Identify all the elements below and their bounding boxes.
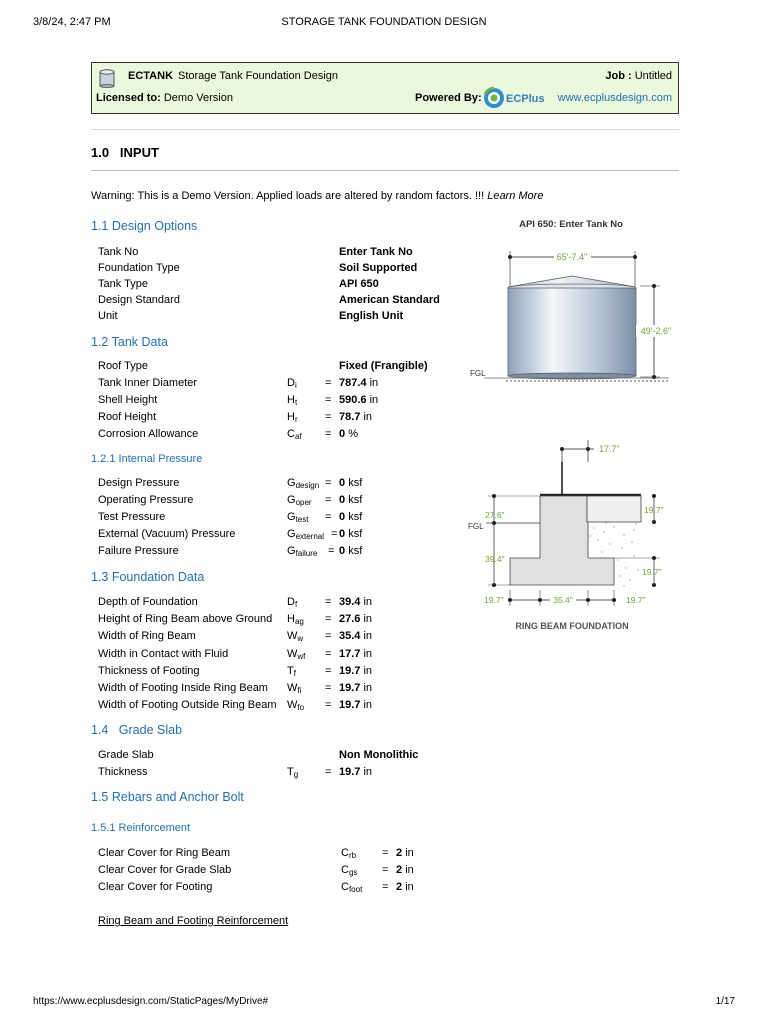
dimension-tick xyxy=(560,447,564,451)
param-symbol: $D_i$ xyxy=(287,377,297,390)
option-row xyxy=(98,262,458,276)
param-value: 590.6 in xyxy=(339,394,379,406)
param-value: 787.4 in xyxy=(339,377,379,389)
param-label: Height of Ring Beam above Ground xyxy=(98,613,273,625)
param-label: Corrosion Allowance xyxy=(98,428,199,440)
param-label: External (Vacuum) Pressure xyxy=(98,528,236,540)
param-label: Failure Pressure xyxy=(98,545,179,557)
app-banner xyxy=(91,62,679,114)
param-row xyxy=(98,864,458,878)
param-row xyxy=(98,596,458,610)
license-value: Demo Version xyxy=(163,92,233,104)
param-symbol: $W_{fi}$ xyxy=(287,682,302,695)
equals-sign: = xyxy=(382,881,389,893)
param-symbol: $G_{test}$ xyxy=(287,511,309,524)
tank-figure-caption: API 650: Enter Tank No xyxy=(519,219,623,230)
dim-label: 19.7" xyxy=(644,505,664,515)
equals-sign: = xyxy=(331,528,338,540)
option-row xyxy=(98,294,458,308)
param-symbol: $H_t$ xyxy=(287,394,298,407)
param-value: 78.7 in xyxy=(339,411,373,423)
dimension-tick xyxy=(652,284,656,288)
param-value: 0 ksf xyxy=(339,528,363,540)
param-label: Test Pressure xyxy=(98,511,166,523)
param-label: Width of Ring Beam xyxy=(98,630,196,642)
param-symbol: $C_{foot}$ xyxy=(341,881,363,894)
param-value: 2 in xyxy=(396,881,414,893)
reinforcement-heading: 1.5.1 Reinforcement xyxy=(91,822,191,834)
dim-label: 19.7" xyxy=(626,595,646,605)
param-label: Width of Footing Outside Ring Beam xyxy=(98,699,277,711)
equals-sign: = xyxy=(325,682,332,694)
param-symbol: $G_{failure}$ xyxy=(287,545,318,558)
param-row xyxy=(98,766,458,780)
equals-sign: = xyxy=(325,766,332,778)
option-value: American Standard xyxy=(339,294,440,306)
param-label: Thickness of Footing xyxy=(98,665,200,677)
demo-warning xyxy=(91,190,543,202)
option-value: Enter Tank No xyxy=(339,246,413,258)
learn-more-link[interactable]: Learn More xyxy=(487,190,544,202)
option-value: API 650 xyxy=(339,278,379,290)
grade-slab xyxy=(587,496,641,522)
option-value: English Unit xyxy=(339,310,404,322)
ecplus-logo xyxy=(482,86,546,110)
param-value: 19.7 in xyxy=(339,699,373,711)
param-value: 0 ksf xyxy=(339,545,363,557)
param-symbol: $T_g$ xyxy=(287,766,299,779)
param-symbol: $C_{af}$ xyxy=(287,428,302,441)
dimension-tick xyxy=(652,494,656,498)
param-value: 39.4 in xyxy=(339,596,373,608)
equals-sign: = xyxy=(325,394,332,406)
param-label: Thickness xyxy=(98,766,148,778)
internal-pressure-heading: 1.2.1 Internal Pressure xyxy=(91,453,203,465)
dimension-tick xyxy=(586,447,590,451)
dimension-tick xyxy=(508,598,512,602)
param-value: 19.7 in xyxy=(339,682,373,694)
dimension-tick xyxy=(612,598,616,602)
param-value: 2 in xyxy=(396,864,414,876)
website-link[interactable]: www.ecplusdesign.com xyxy=(557,92,672,104)
roof-type-value: Fixed (Frangible) xyxy=(339,360,428,372)
param-label: Tank Inner Diameter xyxy=(98,377,198,389)
param-label: Width of Footing Inside Ring Beam xyxy=(98,682,268,694)
dimension-tick xyxy=(652,520,656,524)
param-row xyxy=(98,511,458,525)
param-symbol: $C_{rb}$ xyxy=(341,847,357,860)
param-label: Clear Cover for Ring Beam xyxy=(98,847,231,859)
param-symbol: $H_{ag}$ xyxy=(287,613,304,626)
page-number: 1/17 xyxy=(715,996,735,1007)
param-value: 2 in xyxy=(396,847,414,859)
app-name: ECTANK xyxy=(128,70,174,82)
option-label: Unit xyxy=(98,310,118,322)
print-title: STORAGE TANK FOUNDATION DESIGN xyxy=(281,16,487,28)
diameter-label: 65'-7.4" xyxy=(556,252,588,262)
divider xyxy=(91,170,679,171)
param-row xyxy=(98,494,458,508)
license-field xyxy=(96,92,233,104)
equals-sign: = xyxy=(325,411,332,423)
divider xyxy=(91,129,679,130)
dimension-tick xyxy=(652,583,656,587)
app-title: Storage Tank Foundation Design xyxy=(178,70,339,82)
param-label: Width in Contact with Fluid xyxy=(98,648,229,660)
job-field xyxy=(605,70,672,82)
dimension-tick xyxy=(652,375,656,379)
design-options-heading: 1.1 Design Options xyxy=(91,219,198,233)
param-row xyxy=(98,528,458,542)
equals-sign: = xyxy=(325,377,332,389)
reinforcement-link[interactable]: Ring Beam and Footing Reinforcement xyxy=(98,915,289,927)
param-row xyxy=(98,411,458,425)
ecplus-logo-text: ECPlus xyxy=(506,93,545,105)
param-symbol: $H_r$ xyxy=(287,411,298,424)
param-label: Depth of Foundation xyxy=(98,596,198,608)
param-value: 0 ksf xyxy=(339,477,363,489)
equals-sign: = xyxy=(325,477,332,489)
ring-figure-caption: RING BEAM FOUNDATION xyxy=(515,621,629,631)
option-value: Soil Supported xyxy=(339,262,418,274)
fgl-label: FGL xyxy=(468,522,484,531)
param-row xyxy=(98,881,458,895)
param-symbol: $G_{oper}$ xyxy=(287,494,312,507)
dimension-tick xyxy=(633,255,637,259)
param-label: Design Pressure xyxy=(98,477,180,489)
param-row xyxy=(98,648,458,662)
grade-slab-type-label: Grade Slab xyxy=(98,749,154,761)
equals-sign: = xyxy=(325,428,332,440)
height-label: 49'-2.6" xyxy=(640,326,672,336)
equals-sign: = xyxy=(382,847,389,859)
param-row xyxy=(98,428,458,442)
option-row xyxy=(98,310,458,324)
param-row xyxy=(98,630,458,644)
ring-beam-figure xyxy=(464,440,678,636)
equals-sign: = xyxy=(325,511,332,523)
param-value: 0 ksf xyxy=(339,494,363,506)
equals-sign: = xyxy=(382,864,389,876)
param-row xyxy=(98,377,458,391)
equals-sign: = xyxy=(325,665,332,677)
param-row xyxy=(98,699,458,713)
param-row xyxy=(98,394,458,408)
param-symbol: $C_{gs}$ xyxy=(341,864,358,877)
roof-type-label: Roof Type xyxy=(98,360,148,372)
roof-type-row xyxy=(98,360,458,374)
param-symbol: $W_{wf}$ xyxy=(287,648,306,661)
tank-icon xyxy=(98,68,116,88)
dim-label: 19.7" xyxy=(484,595,504,605)
param-label: Shell Height xyxy=(98,394,158,406)
dim-label: 19.7" xyxy=(642,567,662,577)
param-value: 17.7 in xyxy=(339,648,373,660)
param-label: Roof Height xyxy=(98,411,157,423)
param-label: Operating Pressure xyxy=(98,494,194,506)
grade-slab-type-value: Non Monolithic xyxy=(339,749,419,761)
equals-sign: = xyxy=(325,613,332,625)
param-value: 0 ksf xyxy=(339,511,363,523)
option-row xyxy=(98,278,458,292)
param-value: 19.7 in xyxy=(339,766,373,778)
print-url: https://www.ecplusdesign.com/StaticPages/MyDrive# xyxy=(33,996,269,1007)
tank-shell xyxy=(508,288,636,376)
param-value: 35.4 in xyxy=(339,630,373,642)
dim-label: 35.4" xyxy=(553,595,573,605)
equals-sign: = xyxy=(325,699,332,711)
param-symbol: $W_{fo}$ xyxy=(287,699,305,712)
dimension-tick xyxy=(508,255,512,259)
warning-text: Warning: This is a Demo Version. Applied loads are altered by random factors. !!! xyxy=(91,190,485,202)
option-label: Tank Type xyxy=(98,278,148,290)
print-header xyxy=(0,16,768,30)
param-value: 19.7 in xyxy=(339,665,373,677)
param-row xyxy=(98,477,458,491)
param-row xyxy=(98,613,458,627)
param-value: 27.6 in xyxy=(339,613,373,625)
param-label: Clear Cover for Footing xyxy=(98,881,213,893)
foundation-data-heading: 1.3 Foundation Data xyxy=(91,570,205,584)
dim-label: 17.7" xyxy=(599,444,620,454)
fgl-label: FGL xyxy=(470,369,486,378)
tank-data-heading: 1.2 Tank Data xyxy=(91,335,168,349)
param-value: 0 % xyxy=(339,428,358,440)
param-row xyxy=(98,665,458,679)
option-label: Design Standard xyxy=(98,294,180,306)
param-symbol: $T_f$ xyxy=(287,665,296,678)
option-label: Tank No xyxy=(98,246,139,258)
param-row xyxy=(98,545,458,559)
equals-sign: = xyxy=(325,630,332,642)
param-row xyxy=(98,682,458,696)
print-datetime: 3/8/24, 2:47 PM xyxy=(33,16,111,28)
dimension-tick xyxy=(586,598,590,602)
dimension-tick xyxy=(538,598,542,602)
dim-label: 39.4" xyxy=(485,554,505,564)
param-row xyxy=(98,847,458,861)
equals-sign: = xyxy=(325,648,332,660)
param-symbol: $W_w$ xyxy=(287,630,304,643)
option-label: Foundation Type xyxy=(98,262,180,274)
grade-slab-type-row xyxy=(98,749,458,763)
tank-elevation-figure xyxy=(464,214,678,390)
job-value: Untitled xyxy=(634,70,672,82)
dim-label: 27.6" xyxy=(485,510,505,520)
grade-slab-heading: 1.4 Grade Slab xyxy=(91,723,183,737)
param-label: Clear Cover for Grade Slab xyxy=(98,864,232,876)
powered-by-label: Powered By: xyxy=(415,92,482,104)
equals-sign: = xyxy=(325,596,332,608)
equals-sign: = xyxy=(328,545,335,557)
param-symbol: $G_{design}$ xyxy=(287,477,320,490)
license-label: Licensed to: xyxy=(96,92,161,104)
equals-sign: = xyxy=(325,494,332,506)
section-title: 1.0 INPUT xyxy=(91,145,159,160)
rebars-heading: 1.5 Rebars and Anchor Bolt xyxy=(91,790,244,804)
job-label: Job : xyxy=(605,70,632,82)
option-row xyxy=(98,246,458,260)
param-symbol: $G_{external}$ xyxy=(287,528,325,541)
param-symbol: $D_f$ xyxy=(287,596,298,609)
